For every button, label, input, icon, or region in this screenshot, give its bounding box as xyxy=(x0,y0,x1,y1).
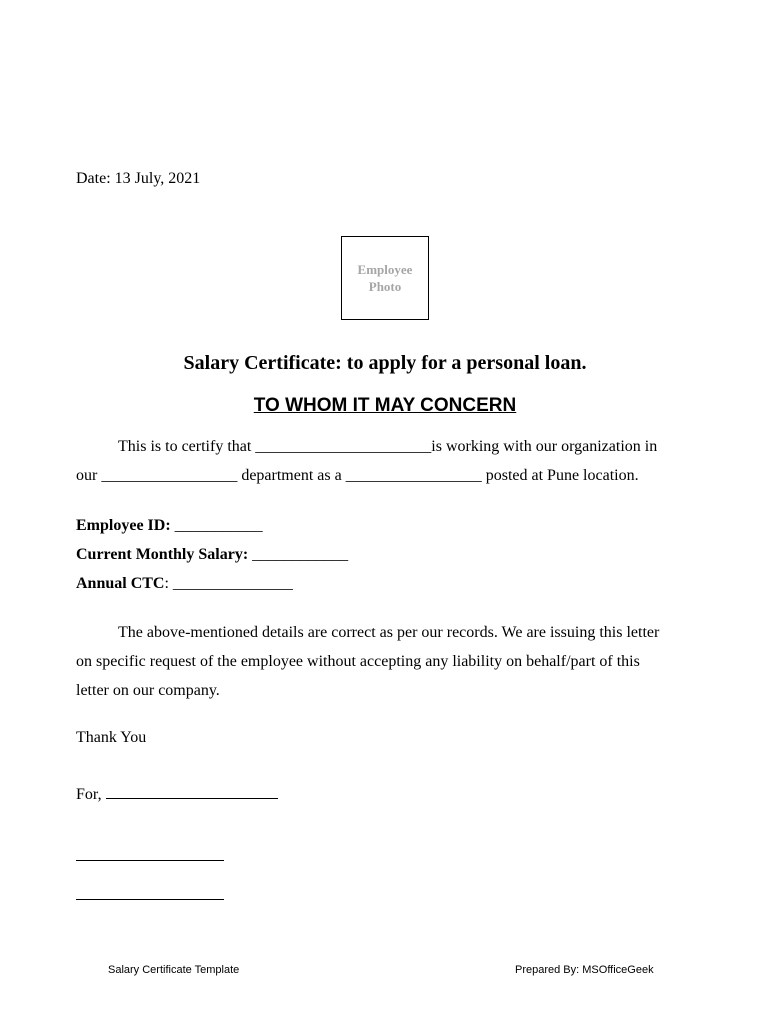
field-blank: ___________ xyxy=(170,517,263,534)
to-whom-heading: TO WHOM IT MAY CONCERN xyxy=(253,395,517,416)
photo-label-line2: Photo xyxy=(368,279,402,294)
disclaimer-paragraph xyxy=(76,618,696,705)
field-blank: : _______________ xyxy=(164,575,293,592)
certification-line-1: This is to certify that ______________________is working with our organization in xyxy=(118,438,658,455)
certificate-title: Salary Certificate: to apply for a personal loan. xyxy=(183,352,587,374)
disclaimer-line-2: on specific request of the employee without accepting any liability on behalf/part of this xyxy=(76,653,640,670)
field-annual-ctc xyxy=(76,569,348,598)
footer-template-name: Salary Certificate Template xyxy=(108,964,240,976)
date-line: Date: 13 July, 2021 xyxy=(76,170,201,187)
designation-line xyxy=(76,899,224,900)
field-label: Current Monthly Salary: xyxy=(76,546,249,563)
certification-line-2: our _________________ department as a _________________ posted at Pune location. xyxy=(76,467,639,484)
for-company-line xyxy=(76,784,278,804)
footer-prepared-by: Prepared By: MSOfficeGeek xyxy=(515,964,654,976)
company-name-blank xyxy=(106,784,278,799)
signature-line xyxy=(76,860,224,861)
disclaimer-line-3: letter on our company. xyxy=(76,682,220,699)
certification-paragraph xyxy=(76,432,696,490)
closing-thank-you: Thank You xyxy=(76,729,147,746)
for-label: For, xyxy=(76,786,102,803)
field-employee-id xyxy=(76,511,348,540)
field-label: Employee ID: xyxy=(76,517,171,534)
photo-label-line1: Employee xyxy=(357,262,413,277)
disclaimer-line-1: The above-mentioned details are correct as per our records. We are issuing this letter xyxy=(118,624,660,641)
field-monthly-salary xyxy=(76,540,348,569)
field-label: Annual CTC xyxy=(76,575,165,592)
employee-photo-placeholder xyxy=(341,236,429,320)
field-blank: ____________ xyxy=(248,546,349,563)
employee-fields xyxy=(76,511,348,598)
